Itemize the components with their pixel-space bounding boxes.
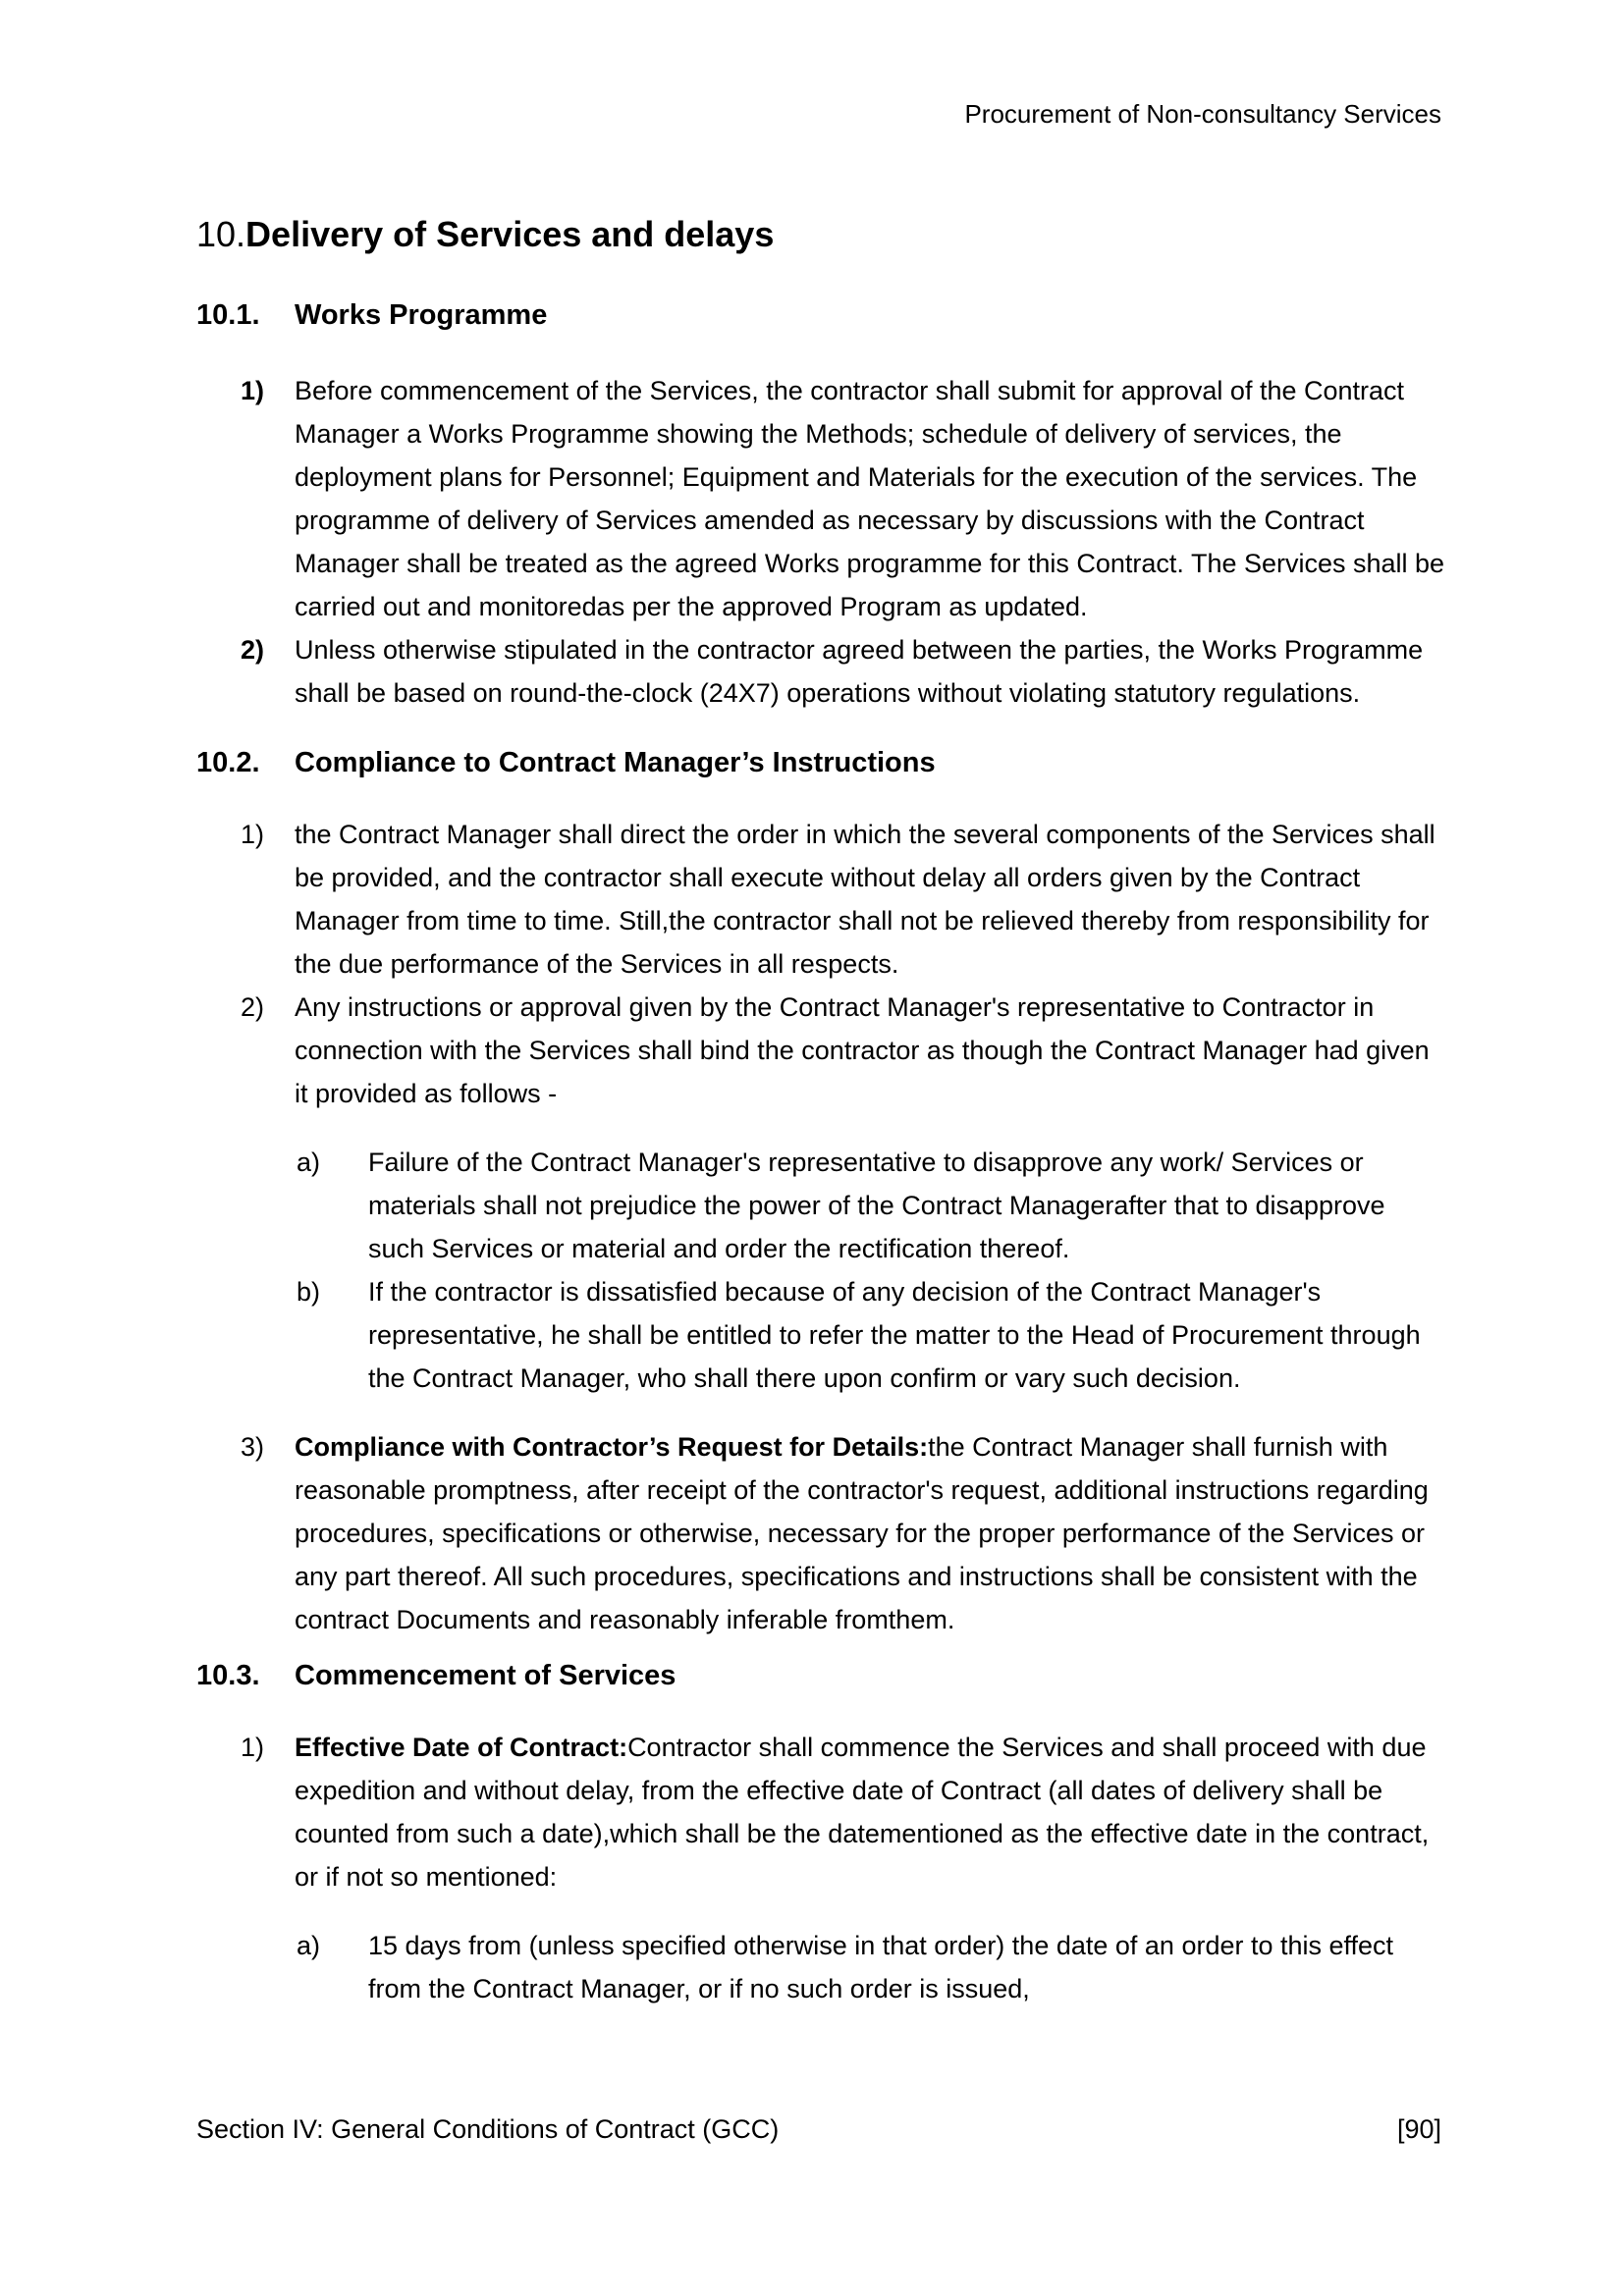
footer-page-number: [90]	[1396, 2114, 1441, 2144]
sub-item-marker: a)	[297, 1931, 321, 1960]
list-item	[196, 1425, 1447, 1641]
section-number: 10.2.	[196, 747, 260, 778]
list-item-marker: 3)	[241, 1432, 265, 1462]
list-item-marker: 1)	[241, 820, 265, 849]
title-text: Delivery of Services and delays	[245, 214, 775, 254]
list-item-lead: Compliance with Contractor’s Request for Details:	[295, 1432, 929, 1462]
list-item-marker: 2)	[241, 635, 265, 665]
document-content	[196, 0, 1447, 2010]
section-heading-text: Commencement of Services	[295, 1660, 677, 1691]
section-heading-commencement	[196, 1657, 1447, 1694]
list-item-text	[295, 1726, 1447, 1898]
page-header-text: Procurement of Non-consultancy Services	[964, 99, 1441, 129]
list-item	[196, 369, 1447, 628]
list-item-text: Unless otherwise stipulated in the contractor agreed between the parties, the Works Programme shall be based on round-the-clock (24X7) operations without violating statutory regulations.	[295, 635, 1424, 708]
sub-item-marker: b)	[297, 1277, 321, 1307]
list-item-body: Contractor shall commence the Services and shall proceed with due expedition and without delay, from the effective date of Contract (all dates of delivery shall be counted from such a date),which shall be the datementioned as the effective date in the contract, or if not so mentioned:	[295, 1733, 1430, 1892]
sub-list-item	[196, 1141, 1447, 1270]
section-heading-works-programme	[196, 296, 1447, 334]
list-item-lead: Effective Date of Contract:	[295, 1733, 628, 1762]
section-heading-compliance-instructions	[196, 744, 1447, 781]
title-number: 10.	[196, 214, 246, 254]
list-item	[196, 986, 1447, 1115]
section-heading-text: Compliance to Contract Manager’s Instructions	[295, 747, 936, 778]
section-number: 10.1.	[196, 299, 260, 331]
section-10-1-list	[196, 369, 1447, 715]
page-footer	[196, 2112, 1441, 2146]
section-10-2-list	[196, 813, 1447, 1641]
sub-item-marker: a)	[297, 1148, 321, 1177]
sub-item-text: 15 days from (unless specified otherwise in that order) the date of an order to this effect from the Contract Manager, or if no such order is issued,	[368, 1931, 1394, 2003]
document-title	[196, 212, 1447, 257]
sub-list-item	[196, 1924, 1447, 2010]
footer-section-label: Section IV: General Conditions of Contract (GCC)	[196, 2114, 780, 2144]
section-10-3-list	[196, 1726, 1447, 2010]
list-item-marker: 1)	[241, 1733, 265, 1762]
list-item-text	[295, 1425, 1447, 1641]
list-item-marker: 1)	[241, 376, 265, 405]
list-item	[196, 1726, 1447, 1898]
list-item	[196, 628, 1447, 715]
list-item-text: Any instructions or approval given by the Contract Manager's representative to Contractor in connection with the Services shall bind the contractor as though the Contract Manager had given it provided as follows -	[295, 992, 1430, 1108]
section-number: 10.3.	[196, 1660, 260, 1691]
list-item	[196, 813, 1447, 986]
section-heading-text: Works Programme	[295, 299, 548, 331]
sub-item-text: If the contractor is dissatisfied because of any decision of the Contract Manager's representative, he shall be entitled to refer the matter to the Head of Procurement through the Contract Manager, who shall there upon confirm or vary such decision.	[368, 1277, 1421, 1393]
list-item-body: the Contract Manager shall furnish with reasonable promptness, after receipt of the contractor's request, additional instructions regarding procedures, specifications or otherwise, necessary for the proper performance of the Services or any part thereof. All such procedures, specifications and instructions shall be consistent with the contract Documents and reasonably inferable fromthem.	[295, 1432, 1429, 1634]
sub-list-item	[196, 1270, 1447, 1400]
sub-item-text: Failure of the Contract Manager's representative to disapprove any work/ Services or materials shall not prejudice the power of the Contract Managerafter that to disapprove such Services or material and order the rectification thereof.	[368, 1148, 1385, 1263]
list-item-text: Before commencement of the Services, the contractor shall submit for approval of the Contract Manager a Works Programme showing the Methods; schedule of delivery of services, the deployment plans for Personnel; Equipment and Materials for the execution of the services. The programme of delivery of Services amended as necessary by discussions with the Contract Manager shall be treated as the agreed Works programme for this Contract. The Services shall be carried out and monitoredas per the approved Program as updated.	[295, 376, 1445, 621]
list-item-marker: 2)	[241, 992, 265, 1022]
list-item-text: the Contract Manager shall direct the order in which the several components of the Services shall be provided, and the contractor shall execute without delay all orders given by the Contract Manager from time to time. Still,the contractor shall not be relieved thereby from responsibility for the due performance of the Services in all respects.	[295, 820, 1435, 979]
